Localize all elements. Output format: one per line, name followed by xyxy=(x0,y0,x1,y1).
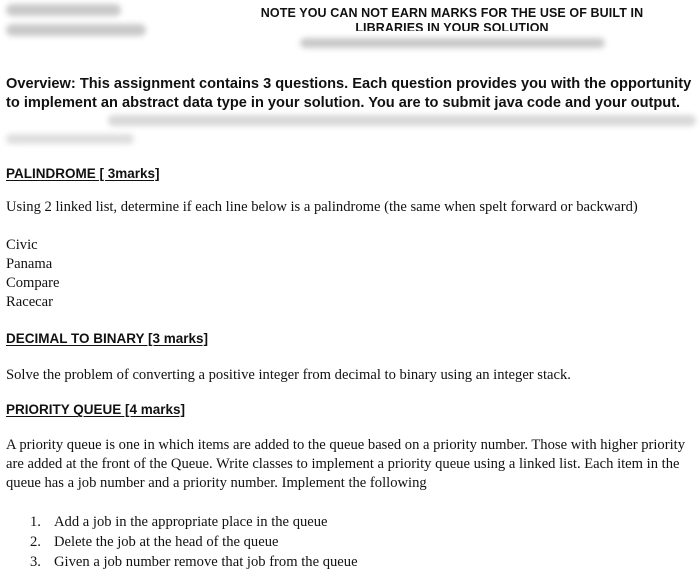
priority-queue-description: A priority queue is one in which items are added to the queue based on a priority number. Those with higher priority are added at the front of the Queue. Write classes to implement a priority queue using a linked list. Each item in the queue has a job number and a priority number. Implement the following xyxy=(6,437,685,491)
palindrome-word: Civic xyxy=(6,237,38,253)
blurred-late-policy xyxy=(300,38,605,48)
decimal-to-binary-heading: DECIMAL TO BINARY [3 marks] xyxy=(6,331,209,346)
decimal-to-binary-instruction: Solve the problem of converting a positive integer from decimal to binary using an integer stack. xyxy=(6,367,571,383)
blurred-course-title xyxy=(6,4,121,16)
task-number: 1. xyxy=(30,514,41,530)
task-text: Delete the job at the head of the queue xyxy=(54,534,279,550)
overview-paragraph: Overview: This assignment contains 3 questions. Each question provides you with the opportunity to implement an abstract data type in your solution. You are to submit java code and your output. xyxy=(6,76,692,111)
task-number: 3. xyxy=(30,554,41,570)
palindrome-word: Compare xyxy=(6,275,60,291)
palindrome-word: Racecar xyxy=(6,294,53,310)
task-item xyxy=(30,532,279,552)
task-number: 2. xyxy=(30,534,41,550)
task-text: Add a job in the appropriate place in the queue xyxy=(54,514,328,530)
palindrome-word: Panama xyxy=(6,256,53,272)
task-text: Given a job number remove that job from the queue xyxy=(54,554,358,570)
palindrome-heading: PALINDROME [ 3marks] xyxy=(6,166,160,181)
note-line-2: LIBRARIES IN YOUR SOLUTION xyxy=(355,21,549,31)
task-item xyxy=(30,552,358,572)
blurred-assignment-label xyxy=(6,24,146,36)
priority-queue-heading: PRIORITY QUEUE [4 marks] xyxy=(6,402,186,417)
task-item xyxy=(30,512,328,532)
header-note xyxy=(232,6,672,31)
palindrome-instruction: Using 2 linked list, determine if each line below is a palindrome (the same when spelt forward or backward) xyxy=(6,199,638,215)
note-line-1: NOTE YOU CAN NOT EARN MARKS FOR THE USE OF BUILT IN xyxy=(260,6,644,20)
blurred-overview-tail-2 xyxy=(6,134,134,144)
